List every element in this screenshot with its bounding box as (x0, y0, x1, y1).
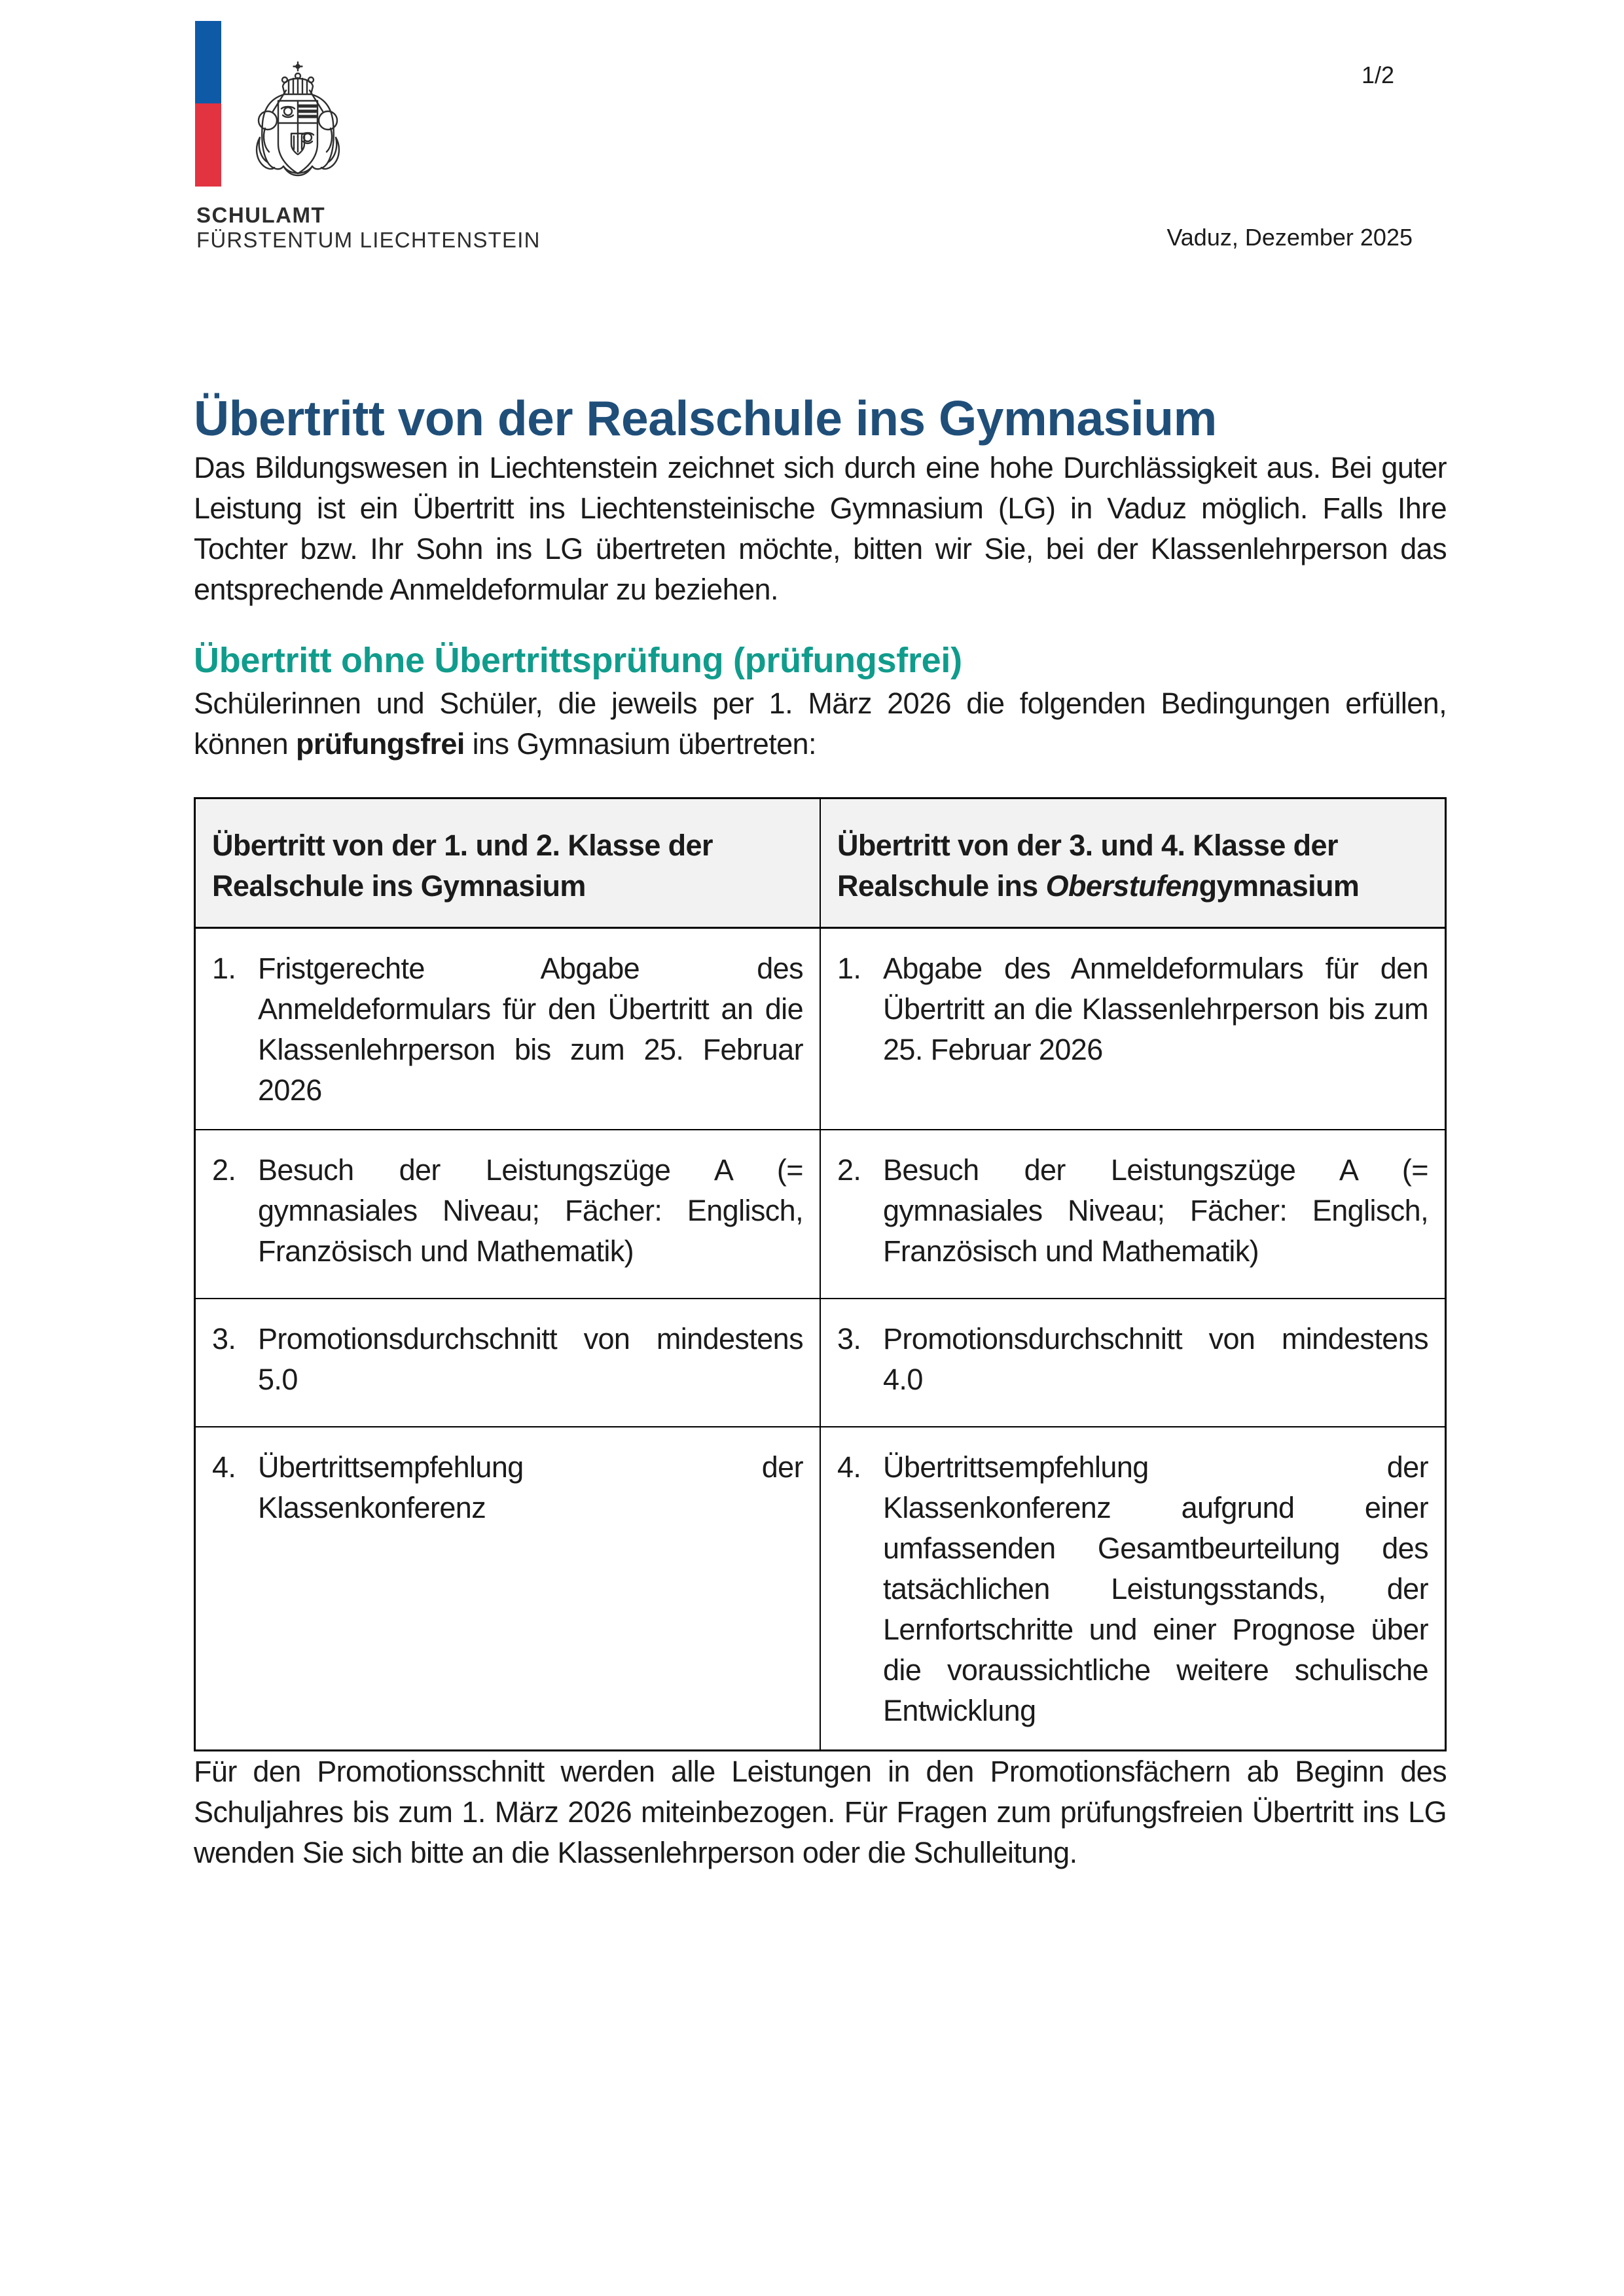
flag-red-segment (195, 103, 221, 187)
list-number: 3. (212, 1322, 236, 1355)
col2-header-after: gymnasium (1199, 869, 1360, 903)
table-cell (820, 1130, 1446, 1299)
table-row (195, 928, 1446, 1130)
table-header-row (195, 798, 1446, 928)
table-cell (195, 1299, 821, 1427)
col2-header-cell (820, 798, 1446, 928)
flag-blue-segment (195, 21, 221, 103)
condition-text: Abgabe des Anmeldeformulars für den Übertritt an die Klassenlehrperson bis zum 25. Februar 2026 (883, 952, 1428, 1066)
table-cell (195, 1130, 821, 1299)
condition-text: Besuch der Leistungszüge A (= gymnasiales Niveau; Fächer: Englisch, Französisch und Mathematik) (883, 1153, 1428, 1268)
org-subtitle: FÜRSTENTUM LIECHTENSTEIN (196, 228, 541, 252)
condition-text: Fristgerechte Abgabe des Anmeldeformulars für den Übertritt an die Klassenlehrperson bis zum 25. Februar 2026 (258, 952, 803, 1107)
table-cell (820, 1427, 1446, 1751)
table-row (195, 1299, 1446, 1427)
letterhead-right (1166, 21, 1447, 251)
org-name: SCHULAMT (196, 203, 326, 227)
list-number: 4. (837, 1450, 861, 1484)
section-intro-before: Schülerinnen und Schüler, die jeweils per 1. März 2026 die folgenden Bedingungen erfüllen, können (194, 687, 1447, 761)
condition-text: Übertrittsempfehlung der Klassenkonferenz (258, 1450, 803, 1524)
list-number: 2. (837, 1153, 861, 1187)
conditions-table (194, 797, 1447, 1751)
table-row (195, 1427, 1446, 1751)
intro-paragraph: Das Bildungswesen in Liechtenstein zeichnet sich durch eine hohe Durchlässigkeit aus. Bei guter Leistung ist ein Übertritt ins Liechtensteinische Gymnasium (LG) in Vaduz möglich. Falls Ihre Tochter bzw. Ihr Sohn ins LG übertreten möchte, bitten wir Sie, bei der Klassenlehrperson das entsprechende Anmeldeformular zu beziehen. (194, 451, 1447, 606)
table-cell (195, 928, 821, 1130)
condition-text: Übertrittsempfehlung der Klassenkonferenz aufgrund einer umfassenden Gesamtbeurteilung des tatsächlichen Leistungsstands, der Lernfortschritte und einer Prognose über die voraussichtliche weitere schulische Entwicklung (883, 1450, 1428, 1727)
document-title: Übertritt von der Realschule ins Gymnasium (194, 391, 1217, 446)
condition-text: Promotionsdurchschnitt von mindestens 5.0 (258, 1322, 803, 1396)
table-row (195, 1130, 1446, 1299)
col1-header-cell (195, 798, 821, 928)
letterhead (194, 21, 1447, 250)
section-intro-after: ins Gymnasium übertreten: (464, 727, 816, 761)
list-number: 3. (837, 1322, 861, 1355)
list-number: 4. (212, 1450, 236, 1484)
list-number: 1. (212, 952, 236, 985)
place-date-line: Vaduz, Dezember 2025 (1166, 224, 1413, 251)
col2-header-before: Übertritt von der 3. und 4. Klasse der Realschule ins (837, 829, 1338, 903)
table-cell (195, 1427, 821, 1751)
schulamt-logo (194, 21, 560, 250)
liechtenstein-crest-icon (245, 60, 350, 185)
section-intro-bold: prüfungsfrei (295, 727, 465, 761)
table-cell (820, 1299, 1446, 1427)
liechtenstein-flag-bar-icon (195, 21, 221, 187)
list-number: 2. (212, 1153, 236, 1187)
list-number: 1. (837, 952, 861, 985)
page-number: 1/2 (1361, 62, 1394, 88)
col1-header-text: Übertritt von der 1. und 2. Klasse der Realschule ins Gymnasium (212, 829, 713, 903)
table-cell (820, 928, 1446, 1130)
col2-header-italic: Oberstufen (1045, 869, 1199, 903)
condition-text: Besuch der Leistungszüge A (= gymnasiales Niveau; Fächer: Englisch, Französisch und Mathematik) (258, 1153, 803, 1268)
condition-text: Promotionsdurchschnitt von mindestens 4.0 (883, 1322, 1428, 1396)
section-heading: Übertritt ohne Übertrittsprüfung (prüfungsfrei) (194, 641, 962, 680)
closing-paragraph: Für den Promotionsschnitt werden alle Leistungen in den Promotionsfächern ab Beginn des Schuljahres bis zum 1. März 2026 miteinbezogen. Für Fragen zum prüfungsfreien Übertritt ins LG wenden Sie sich bitte an die Klassenlehrperson oder die Schulleitung. (194, 1755, 1447, 1869)
section-intro-paragraph (194, 683, 1447, 764)
